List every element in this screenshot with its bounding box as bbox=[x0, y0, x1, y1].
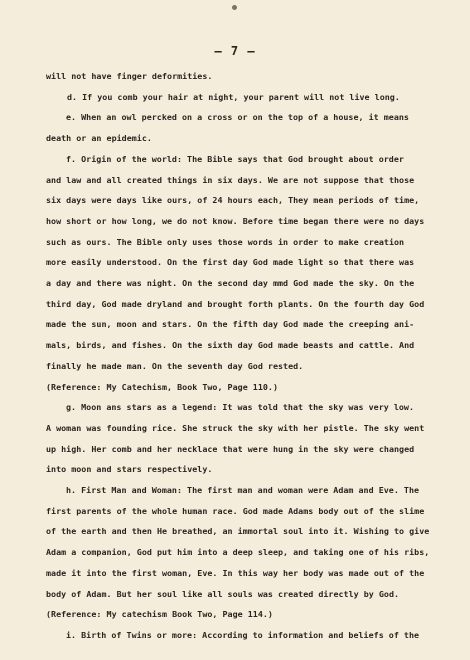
text-line: first parents of the whole human race. God made Adams body out of the slime bbox=[46, 506, 425, 516]
punch-hole-mark bbox=[232, 5, 237, 10]
text-line: finally he made man. On the seventh day God rested. bbox=[46, 361, 304, 371]
text-line: Adam a companion, God put him into a deep sleep, and taking one of his ribs, bbox=[46, 547, 430, 557]
text-line: a day and there was night. On the second day mmd God made the sky. On the bbox=[46, 278, 415, 288]
text-line: and law and all created things in six days. We are not suppose that those bbox=[46, 175, 415, 185]
text-line: will not have finger deformities. bbox=[46, 71, 213, 81]
text-line: made it into the first woman, Eve. In this way her body was made out of the bbox=[46, 568, 425, 578]
text-line: third day, God made dryland and brought forth plants. On the fourth day God bbox=[46, 299, 425, 309]
text-line: into moon and stars respectively. bbox=[46, 464, 213, 474]
text-line: how short or how long, we do not know. Before time began there were no days bbox=[46, 216, 425, 226]
text-line: up high. Her comb and her necklace that were hung in the sky were changed bbox=[46, 444, 415, 454]
text-line: A woman was founding rice. She struck the sky with her pistle. The sky went bbox=[46, 423, 425, 433]
text-line: i. Birth of Twins or more: According to information and beliefs of the bbox=[66, 630, 420, 640]
text-line: f. Origin of the world: The Bible says that God brought about order bbox=[66, 154, 404, 164]
text-line: made the sun, moon and stars. On the fifth day God made the creeping ani- bbox=[46, 319, 415, 329]
text-line: g. Moon ans stars as a legend: It was told that the sky was very low. bbox=[66, 402, 414, 412]
text-line: body of Adam. But her soul like all souls was created directly by God. bbox=[46, 589, 400, 599]
text-line: e. When an owl percked on a cross or on the top of a house, it means bbox=[66, 112, 409, 122]
text-line: death or an epidemic. bbox=[46, 133, 152, 143]
text-line: such as ours. The Bible only uses those words in order to make creation bbox=[46, 237, 405, 247]
page-number: — 7 — bbox=[214, 44, 256, 58]
text-line: (Reference: My Catechism, Book Two, Page 110.) bbox=[46, 382, 278, 392]
text-line: mals, birds, and fishes. On the sixth day God made beasts and cattle. And bbox=[46, 340, 415, 350]
text-line: h. First Man and Woman: The first man and woman were Adam and Eve. The bbox=[66, 485, 420, 495]
text-line: d. If you comb your hair at night, your parent will not live long. bbox=[67, 92, 400, 102]
text-line: six days were days like ours, of 24 hours each, They mean periods of time, bbox=[46, 195, 420, 205]
text-line: more easily understood. On the first day God made light so that there was bbox=[46, 257, 415, 267]
text-line: of the earth and then He breathed, an immortal soul into it. Wishing to give bbox=[46, 526, 430, 536]
text-line: (Reference: My catechism Book Two, Page 114.) bbox=[46, 609, 273, 619]
